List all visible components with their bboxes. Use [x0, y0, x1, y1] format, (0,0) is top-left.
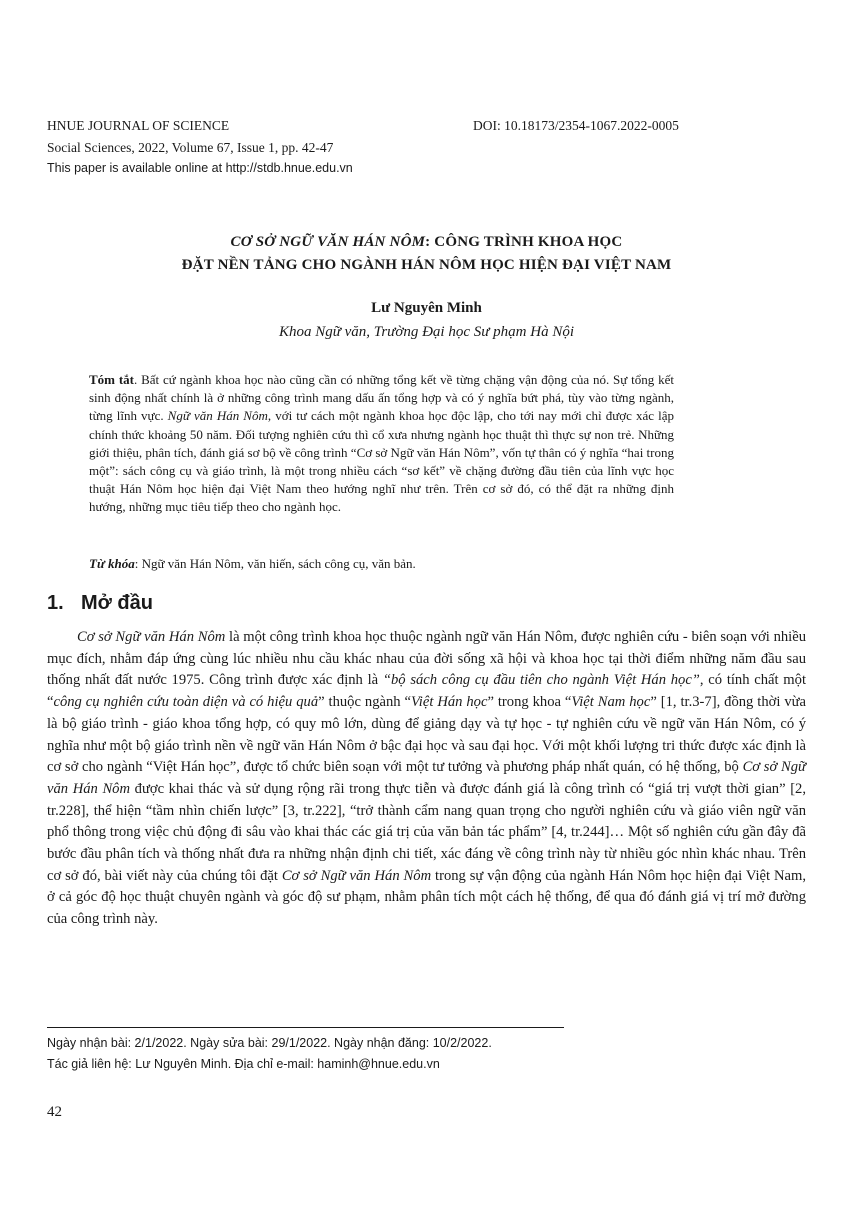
body-text: ” trong khoa “	[487, 694, 572, 711]
abstract-text-2: , với tư cách một ngành khoa học độc lập, cho tới nay mới chỉ được xác lập chính thức khoảng 50 năm. Đối tượng nghiên cứu thì cổ xưa nhưng ngành học thuật thì thực sự non trẻ. Những giới thiệu, phân tích, đánh giá sơ bộ về công trình “Cơ sở Ngữ văn Hán Nôm”, vốn tự thân có ý nghĩa “hai trong một”: sách công cụ và giáo trình, là một trong nhiều cách “sơ kết” về chặng đường đầu tiên của lĩnh vực học thuật Hán Nôm học hiện đại Việt Nam theo hướng nghĩ như trên. Trên cơ sở đó, có thể đặt ra những định hướng, những mục tiêu tiếp theo cho ngành học.	[89, 408, 674, 515]
body-text: ” thuộc ngành “	[318, 694, 411, 711]
footnote-divider	[47, 1027, 564, 1028]
paper-title-line-2: ĐẶT NỀN TẢNG CHO NGÀNH HÁN NÔM HỌC HIỆN ĐẠI VIỆT NAM	[181, 257, 672, 273]
abstract-text-1: . Bất cứ ngành khoa học nào cũng cần có những tổng kết về từng chặng vận động của nó. Sự tổng kết sinh động nhất chính là ở những công trình mang dấu ấn tổng hợp và có ý nghĩa bứt phá, tùy vào từng ngành, từng lĩnh vực.	[89, 372, 674, 424]
body-italic: Việt Hán học	[410, 694, 488, 711]
section-title: Mở đầu	[81, 592, 153, 614]
keywords	[89, 555, 674, 573]
body-italic: Việt Nam học	[571, 694, 651, 711]
author-name: Lư Nguyên Minh	[371, 300, 482, 316]
footnote-contact: Tác giả liên hệ: Lư Nguyên Minh. Địa chỉ e-mail: haminh@hnue.edu.vn	[47, 1057, 440, 1071]
keywords-label: Từ khóa	[89, 556, 135, 571]
page-number: 42	[47, 1104, 62, 1120]
section-heading	[47, 592, 153, 615]
body-italic: Cơ sở Ngữ văn Hán Nôm	[281, 867, 432, 884]
body-text: trong sự vận động của ngành Hán Nôm học hiện đại Việt Nam, ở cả góc độ học thuật chuyên ngành và góc độ sư phạm, nhằm phân tích một cách hệ thống, để qua đó đánh giá vị trí mở đường của công trình này.	[47, 867, 806, 928]
journal-header	[47, 116, 679, 135]
body-italic: “bộ sách công cụ đầu tiên cho ngành Việt Hán học”	[382, 672, 700, 689]
author-affiliation: Khoa Ngữ văn, Trường Đại học Sư phạm Hà Nội	[278, 324, 575, 340]
body-italic: Cơ sở Ngữ văn Hán Nôm	[77, 629, 226, 645]
body-italic: Cơ sở Ngữ văn Hán Nôm	[47, 759, 806, 797]
body-paragraph	[47, 627, 806, 931]
paper-title-line-1	[47, 231, 806, 253]
online-availability: This paper is available online at http://stdb.hnue.edu.vn	[47, 161, 353, 175]
abstract	[89, 371, 674, 517]
abstract-label: Tóm tắt	[89, 372, 134, 387]
body-text: được khai thác và sử dụng rộng rãi trong thực tiễn và được đánh giá là công trình có “giá trị vượt thời gian” [2, tr.228], thể hiện “tầm nhìn chiến lược” [3, tr.222], “trở thành cẩm nang quan trọng cho người nghiên cứu và giáo viên ngữ văn phổ thông trong việc chủ động đi sâu vào khai thác các giá trị của văn bản tác phẩm” [4, tr.244]… Một số nghiên cứu gần đây đã bước đầu phân tích và thống nhất đưa ra những nhận định chi tiết, xác đáng về công trình này từ nhiều góc nhìn khác nhau. Trên cơ sở đó, bài viết này của chúng tôi đặt	[47, 780, 806, 884]
issue-info: Social Sciences, 2022, Volume 67, Issue 1, pp. 42-47	[47, 140, 334, 155]
title-rest-part: : CÔNG TRÌNH KHOA HỌC	[425, 234, 623, 250]
body-text: ” [1, tr.3-7], đồng thời vừa là bộ giáo trình - giáo khoa tổng hợp, có quy mô lớn, dùng để giảng dạy và tự học - tự nghiên cứu về ngữ văn Hán Nôm, có ý nghĩa như một bộ giáo trình nền về ngữ văn Hán Nôm ở bậc đại học và sau đại học. Với một khối lượng tri thức được xác định là cơ sở cho ngành “Việt Hán học”, được tổ chức biên soạn với một tư tưởng và phương pháp nhất quán, có hệ thống, bộ	[47, 694, 807, 776]
title-italic-part: CƠ SỞ NGỮ VĂN HÁN NÔM	[230, 234, 426, 250]
abstract-italic: Ngữ văn Hán Nôm	[167, 408, 268, 424]
body-text: là một công trình khoa học thuộc ngành ngữ văn Hán Nôm, được nghiên cứu - biên soạn với nhiều mục đích, nhằm đáp ứng cùng lúc nhiều nhu cầu khác nhau của đời sống xã hội và khoa học tại thời điểm những năm đầu sau thống nhất đất nước 1975. Công trình được xác định là	[47, 629, 806, 689]
journal-name: HNUE JOURNAL OF SCIENCE	[47, 118, 230, 133]
doi-link[interactable]: DOI: 10.18173/2354-1067.2022-0005	[473, 118, 679, 133]
footnote-dates: Ngày nhận bài: 2/1/2022. Ngày sửa bài: 29/1/2022. Ngày nhận đăng: 10/2/2022.	[47, 1036, 492, 1050]
keywords-text: : Ngữ văn Hán Nôm, văn hiến, sách công cụ, văn bản.	[134, 556, 416, 571]
section-number: 1.	[47, 592, 64, 614]
body-text: , có tính chất một “	[47, 672, 807, 711]
body-italic: công cụ nghiên cứu toàn diện và có hiệu quả	[53, 694, 319, 711]
